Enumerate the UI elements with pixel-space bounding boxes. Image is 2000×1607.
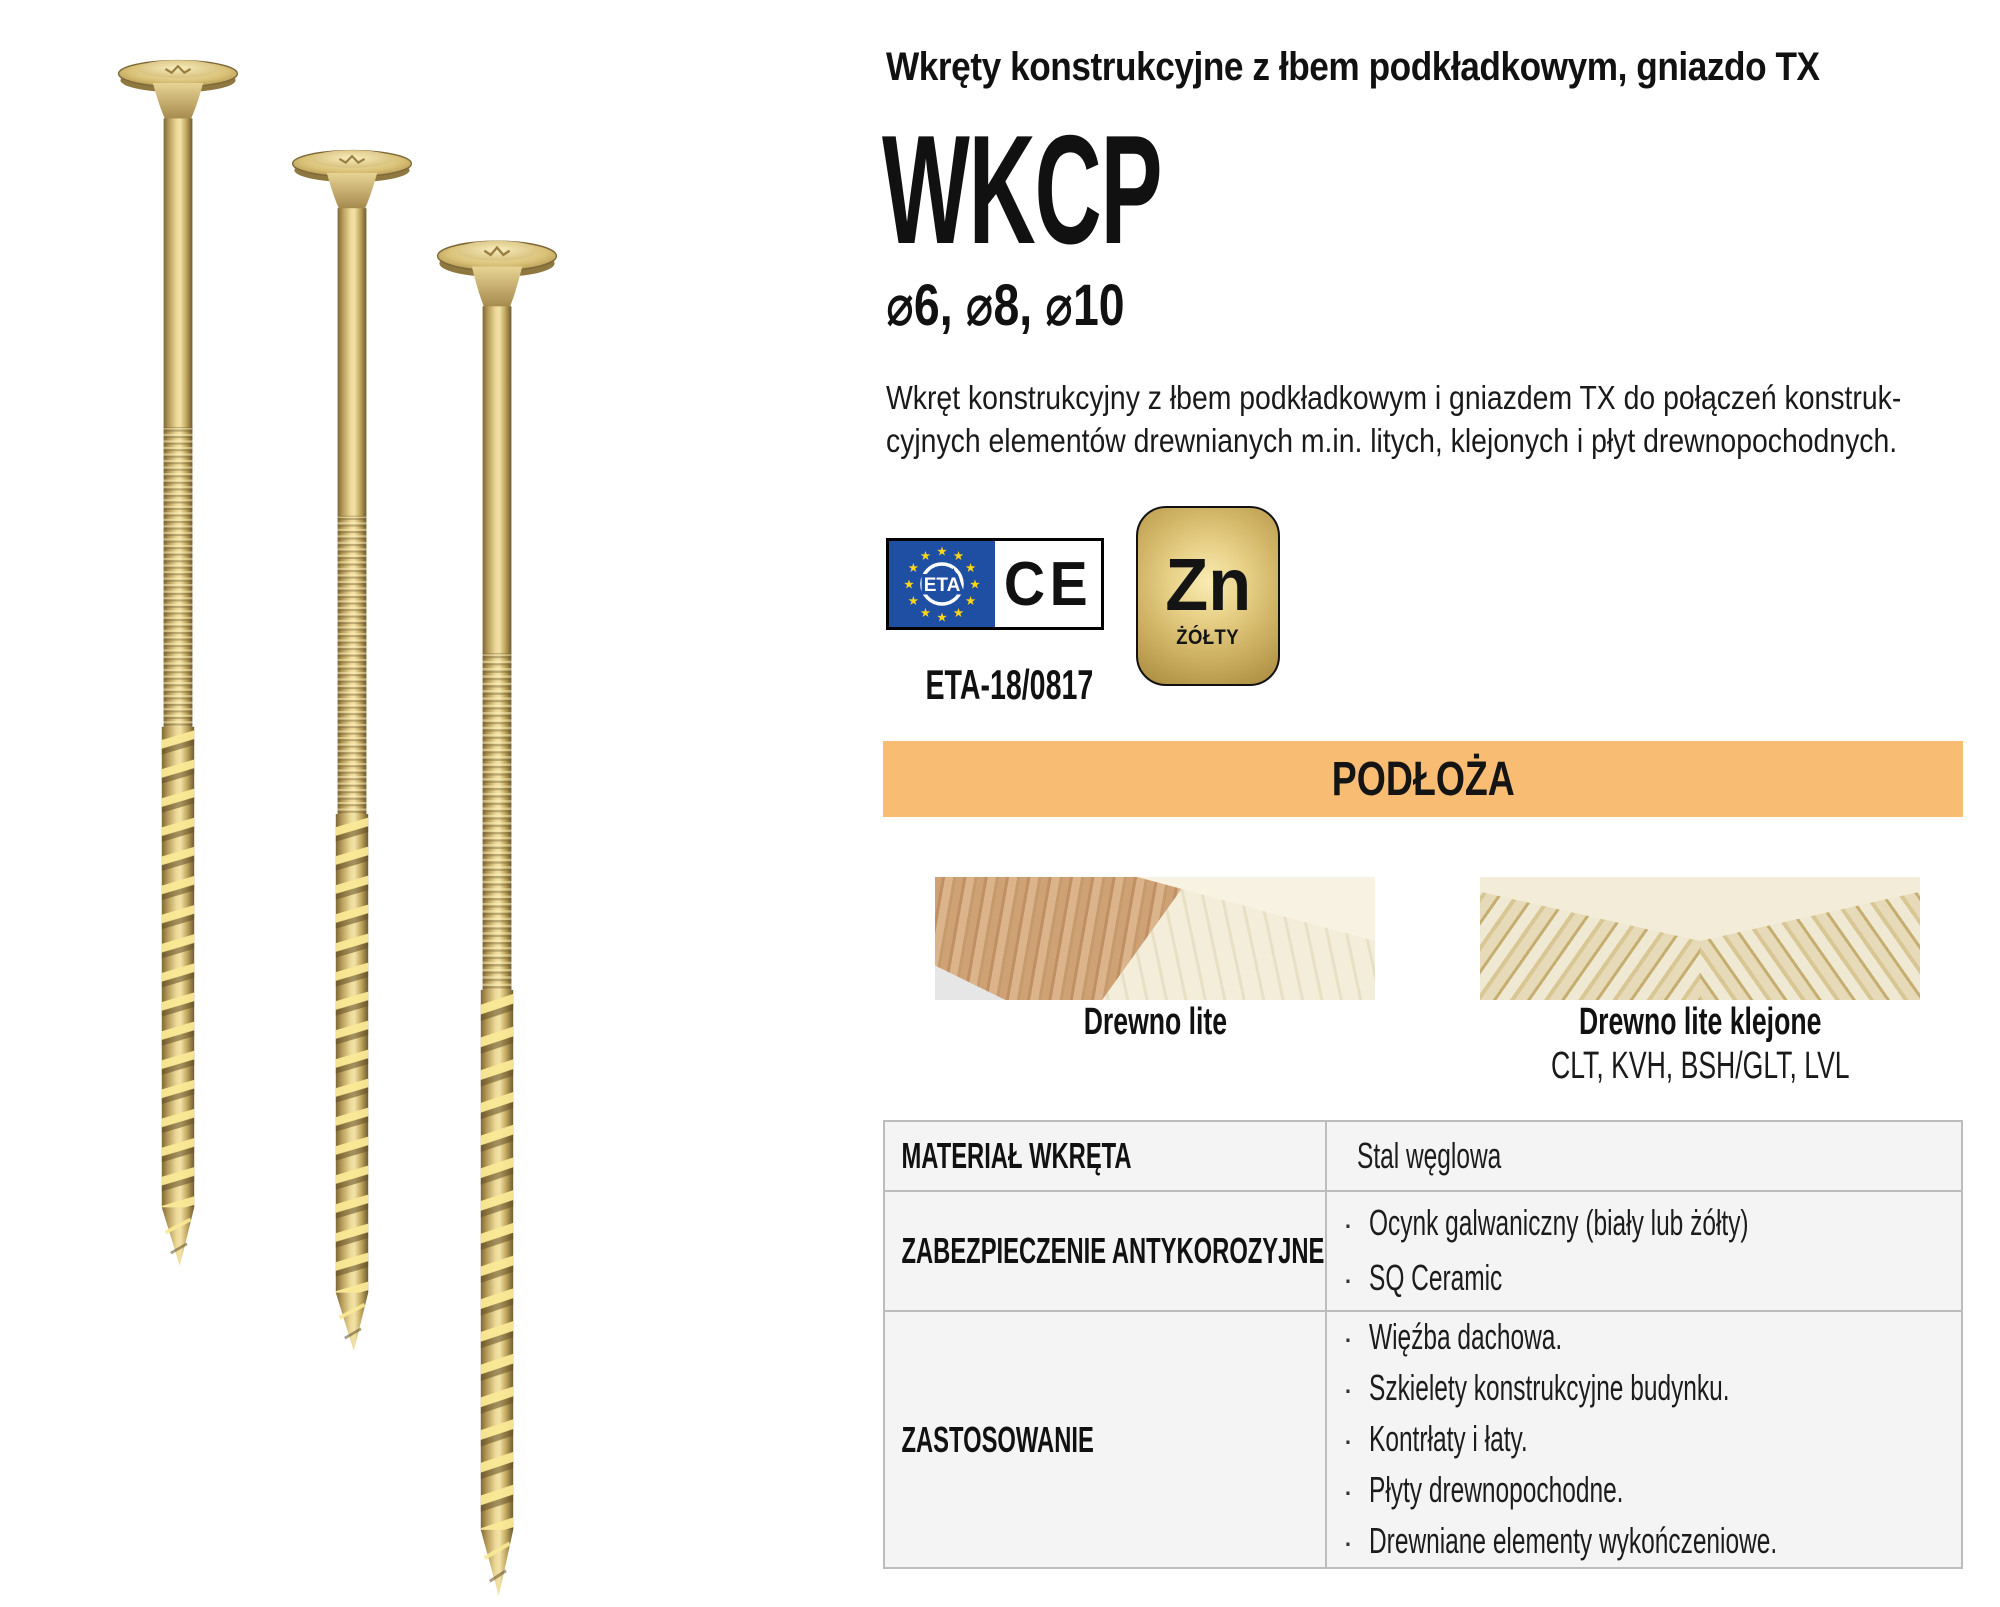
product-name: [882, 103, 1348, 276]
eu-star-icon: ★: [952, 548, 965, 563]
applications-value-cell: [1326, 1311, 1962, 1568]
glued-wood-caption: [1480, 1003, 1920, 1041]
table-row-coating: [884, 1191, 1962, 1311]
coating-label-cell: [884, 1191, 1326, 1311]
eta-ring-label: ETA: [923, 575, 961, 596]
product-diameters-text: ⌀6, ⌀8, ⌀10: [886, 273, 1125, 338]
table-row-material: [884, 1121, 1962, 1191]
eu-star-icon: ★: [903, 577, 915, 592]
coating-value-cell: [1326, 1191, 1962, 1311]
description-line-2: cyjnych elementów drewnianych m.in. litych, klejonych i płyt drewnopochodnych.: [886, 422, 1898, 459]
eu-star-icon: ★: [964, 561, 977, 575]
material-value: Stal węglowa: [1357, 1135, 1502, 1176]
coating-label: ZABEZPIECZENIE ANTYKOROZYJNE: [901, 1230, 1325, 1271]
application-item: · Płyty drewnopochodne.: [1327, 1465, 1961, 1516]
glued-wood-subcaption-text: CLT, KVH, BSH/GLT, LVL: [1550, 1045, 1850, 1087]
glued-wood-caption-text: Drewno lite klejone: [1578, 1001, 1822, 1043]
zinc-symbol: Zn: [1165, 543, 1251, 626]
eu-star-icon: ★: [936, 610, 948, 625]
bullet-icon: ·: [1342, 1422, 1354, 1458]
eta-ce-mark: [886, 538, 1104, 630]
zinc-yellow-coating-badge: [1136, 506, 1280, 686]
application-item: · Więźba dachowa.: [1327, 1312, 1961, 1363]
screw-photo-large: [115, 55, 241, 1268]
spec-table: [883, 1120, 1963, 1569]
applications-label: ZASTOSOWANIE: [901, 1418, 1094, 1460]
solid-wood-image: [935, 877, 1375, 1000]
description-line-1: Wkręt konstrukcyjny z łbem podkładkowym i gniazdem TX do połączeń konstruk-: [886, 379, 1902, 416]
eta-eu-stars-icon: [889, 541, 995, 627]
glued-wood-image: [1480, 877, 1920, 1000]
product-diameters: [886, 273, 1184, 338]
bullet-icon: ·: [1342, 1524, 1354, 1560]
bullet-icon: ·: [1342, 1371, 1354, 1407]
solid-wood-caption: [935, 1003, 1375, 1041]
eu-star-icon: ★: [936, 544, 948, 559]
solid-wood-caption-text: Drewno lite: [1083, 1001, 1227, 1043]
applications-label-cell: [884, 1311, 1326, 1568]
category-title: [886, 47, 1947, 87]
eu-star-icon: ★: [919, 606, 932, 621]
table-row-applications: [884, 1311, 1962, 1568]
material-label-cell: [884, 1121, 1326, 1191]
substrates-header-text: PODŁOŻA: [1331, 752, 1515, 806]
material-value-cell: [1326, 1121, 1962, 1191]
category-title-text: Wkręty konstrukcyjne z łbem podkładkowym, gniazdo TX: [886, 45, 1820, 89]
eu-star-icon: ★: [919, 548, 932, 563]
material-label: MATERIAŁ WKRĘTA: [901, 1135, 1132, 1176]
screw-photo-small: [434, 235, 560, 1598]
eu-star-icon: ★: [907, 561, 920, 575]
eta-approval-number: [886, 661, 1104, 708]
bullet-icon: ·: [1342, 1206, 1354, 1242]
substrates-section-header: [883, 741, 1963, 817]
bullet-icon: ·: [1342, 1320, 1354, 1356]
screw-photo-medium: [289, 145, 415, 1353]
bullet-icon: ·: [1342, 1473, 1354, 1509]
application-item: · Drewniane elementy wykończeniowe.: [1327, 1516, 1961, 1567]
coating-item: · Ocynk galwaniczny (biały lub żółty): [1327, 1196, 1961, 1251]
ce-mark-icon: [995, 541, 1101, 627]
product-description: [886, 376, 2000, 462]
eta-eu-stars-svg: [889, 541, 995, 627]
eta-approval-number-text: ETA-18/0817: [925, 661, 1094, 708]
eu-star-icon: ★: [907, 594, 920, 608]
application-item: · Kontrłaty i łaty.: [1327, 1414, 1961, 1465]
eu-star-icon: ★: [969, 577, 981, 592]
ce-mark-label: CE: [1003, 549, 1093, 619]
coating-item: · SQ Ceramic: [1327, 1251, 1961, 1306]
bullet-icon: ·: [1342, 1261, 1354, 1297]
eu-star-icon: ★: [952, 606, 965, 621]
glued-wood-subcaption: [1480, 1047, 1920, 1085]
eu-star-icon: ★: [964, 594, 977, 608]
zinc-color-label: ŻÓŁTY: [1176, 626, 1240, 649]
application-item: · Szkielety konstrukcyjne budynku.: [1327, 1363, 1961, 1414]
product-name-text: WKCP: [882, 103, 1162, 276]
